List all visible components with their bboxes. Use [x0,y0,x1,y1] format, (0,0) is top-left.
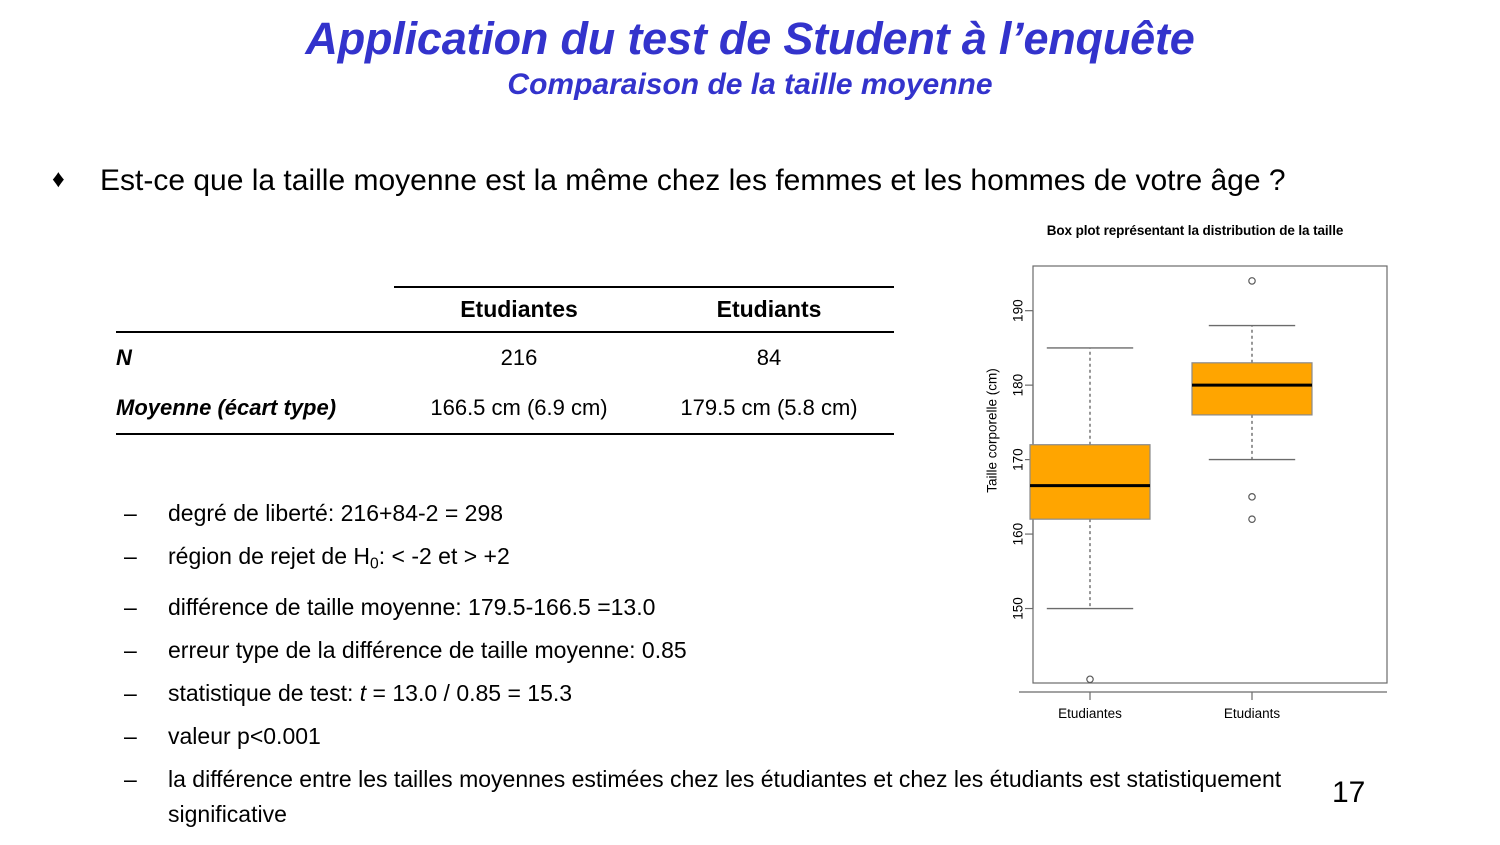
y-axis-tick-label: 180 [1010,373,1026,397]
outlier-point [1249,278,1255,284]
box-etudiants [1192,278,1312,523]
page-number: 17 [1332,776,1366,809]
row-label-moyenne: Moyenne (écart type) [116,382,394,434]
boxplot-svg [960,218,1430,723]
list-item-text-p-value: valeur p<0.001 [168,723,321,750]
y-axis-tick-label: 190 [1010,299,1026,322]
y-axis-tick-label: 160 [1010,522,1026,546]
list-item-text-standard-error: erreur type de la différence de taille moyenne: 0.85 [168,637,687,664]
dash-bullet-icon: – [124,637,137,664]
list-item-text-conclusion: la différence entre les tailles moyennes estimées chez les étudiantes et chez les étudiants est statistiquement significative [168,766,1282,827]
list-item-text-mean-difference: différence de taille moyenne: 179.5-166.5 =13.0 [168,594,656,621]
cell-moyenne-etudiantes: 166.5 cm (6.9 cm) [394,382,644,434]
y-axis-tick-label: 150 [1010,597,1026,620]
diamond-bullet-icon: ♦ [52,165,65,193]
chart-y-axis-label: Taille corporelle (cm) [984,368,1000,493]
table-header-etudiants: Etudiants [644,287,894,332]
dash-bullet-icon: – [124,594,137,621]
lead-bullet [52,160,1402,201]
list-item-text-rejection-region: région de rejet de $H_0$: < -2 et > +2 [168,543,510,573]
page-title: Application du test de Student à l’enquête [305,13,1195,64]
dash-bullet-icon: – [124,723,137,750]
list-item-text-test-statistic: statistique de test: t = 13.0 / 0.85 = 15.3 [168,680,573,707]
cell-n-etudiantes: 216 [394,332,644,382]
outlier-point [1249,494,1255,500]
dash-bullet-icon: – [124,543,137,569]
y-axis-tick-label: 170 [1010,448,1026,471]
boxplot-figure [960,218,1430,723]
table-row [116,332,894,382]
box-rect [1192,363,1312,415]
chart-title: Box plot représentant la distribution de la taille [1046,223,1344,238]
table-row [116,382,894,434]
outlier-point [1087,676,1093,682]
table-header-etudiantes: Etudiantes [394,287,644,332]
x-axis-tick-label: Etudiantes [1058,706,1122,721]
list-item [124,719,1404,754]
list-item-text-degrees-of-freedom: degré de liberté: 216+84-2 = 298 [168,500,504,526]
row-label-n: N [116,332,394,382]
stats-table [116,286,894,435]
slide-title-block [0,14,1500,103]
table-header-empty [116,287,394,332]
cell-moyenne-etudiants: 179.5 cm (5.8 cm) [644,382,894,434]
x-axis-tick-label: Etudiants [1223,706,1281,721]
dash-bullet-icon: – [124,680,137,707]
dash-bullet-icon: – [124,766,137,793]
page-subtitle: Comparaison de la taille moyenne [507,68,993,102]
lead-bullet-text: Est-ce que la taille moyenne est la même chez les femmes et les hommes de votre âge ? [100,164,1286,197]
cell-n-etudiants: 84 [644,332,894,382]
outlier-point [1249,516,1255,522]
list-item [124,762,1404,831]
box-rect [1030,445,1150,519]
dash-bullet-icon: – [124,500,137,526]
box-etudiantes [1030,348,1150,683]
table-header-row [116,287,894,332]
